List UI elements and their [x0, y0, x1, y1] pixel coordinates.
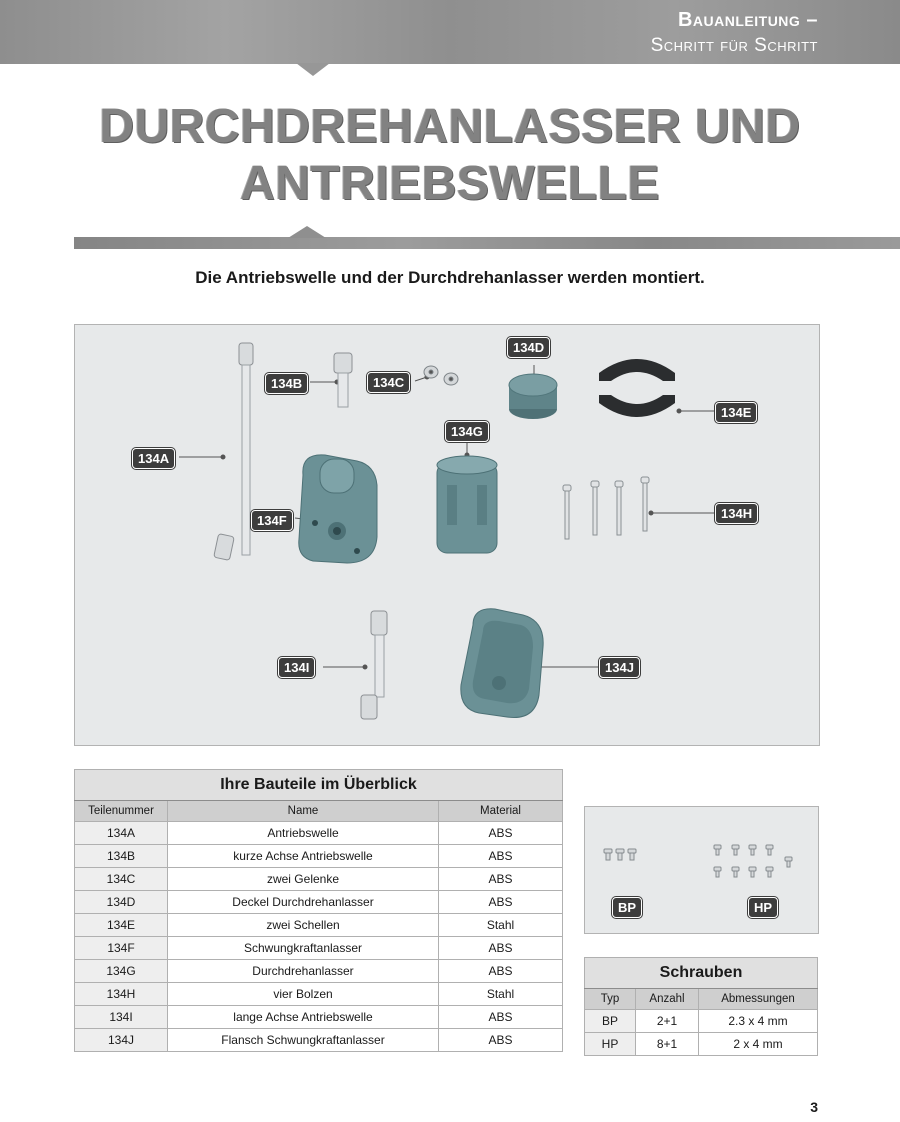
cell-dimensions: 2.3 x 4 mm — [699, 1010, 818, 1033]
part-134c-joints — [424, 366, 458, 385]
cell-name: zwei Schellen — [168, 914, 439, 937]
cell-part-number: 134B — [75, 845, 168, 868]
cell-name: Durchdrehanlasser — [168, 960, 439, 983]
column-header-material: Material — [439, 801, 563, 822]
column-header-count: Anzahl — [636, 989, 699, 1010]
parts-table-caption: Ihre Bauteile im Überblick — [75, 770, 563, 801]
label-134e: 134E — [715, 402, 757, 423]
cell-dimensions: 2 x 4 mm — [699, 1033, 818, 1056]
cell-count: 2+1 — [636, 1010, 699, 1033]
cell-part-number: 134E — [75, 914, 168, 937]
parts-illustration — [75, 325, 819, 745]
section-title-line1: Bauanleitung – — [677, 9, 818, 31]
column-header-dimensions: Abmessungen — [699, 989, 818, 1010]
section-title-line2: Schritt für Schritt — [650, 35, 818, 56]
column-header-type: Typ — [585, 989, 636, 1010]
table-row — [75, 960, 563, 983]
part-134f-starter — [299, 455, 377, 563]
part-134j-flange — [461, 609, 543, 718]
table-row — [75, 914, 563, 937]
part-134g-drum — [437, 456, 497, 553]
cell-material: ABS — [439, 1006, 563, 1029]
cell-part-number: 134J — [75, 1029, 168, 1052]
column-header-part-number: Teilenummer — [75, 801, 168, 822]
screws-table-caption: Schrauben — [585, 958, 818, 989]
parts-photo-panel — [74, 324, 820, 746]
cell-material: ABS — [439, 960, 563, 983]
cell-part-number: 134F — [75, 937, 168, 960]
part-134e-clamps — [599, 359, 675, 417]
cell-name: zwei Gelenke — [168, 868, 439, 891]
cell-part-number: 134H — [75, 983, 168, 1006]
table-row — [75, 937, 563, 960]
bp-screws — [604, 849, 636, 860]
step-description: Die Antriebswelle und der Durchdrehanlasser werden montiert. — [195, 268, 705, 287]
page-title-line1: DURCHDREHANLASSER UND — [99, 100, 801, 153]
label-134i: 134I — [278, 657, 315, 678]
cell-material: ABS — [439, 845, 563, 868]
parts-table — [74, 769, 563, 1052]
cell-type: HP — [585, 1033, 636, 1056]
table-row — [75, 1029, 563, 1052]
part-134h-bolts — [563, 477, 649, 539]
cell-name: lange Achse Antriebswelle — [168, 1006, 439, 1029]
table-row — [585, 1010, 818, 1033]
cell-name: Schwungkraftanlasser — [168, 937, 439, 960]
part-134a-shaft — [214, 343, 253, 560]
cell-material: ABS — [439, 868, 563, 891]
page-number: 3 — [810, 1099, 818, 1115]
cell-part-number: 134G — [75, 960, 168, 983]
cell-name: kurze Achse Antriebswelle — [168, 845, 439, 868]
screws-table — [584, 957, 818, 1056]
table-row — [75, 1006, 563, 1029]
part-134d-cap — [509, 374, 557, 419]
column-header-name: Name — [168, 801, 439, 822]
screws-photo-panel — [584, 806, 819, 934]
cell-count: 8+1 — [636, 1033, 699, 1056]
cell-name: Antriebswelle — [168, 822, 439, 845]
table-row — [75, 983, 563, 1006]
cell-material: ABS — [439, 822, 563, 845]
cell-name: Deckel Durchdrehanlasser — [168, 891, 439, 914]
cell-material: Stahl — [439, 914, 563, 937]
section-title — [651, 8, 818, 58]
header-notch — [296, 63, 330, 76]
table-row — [75, 868, 563, 891]
title-divider — [74, 237, 900, 249]
table-row — [585, 1033, 818, 1056]
table-row — [75, 822, 563, 845]
label-hp: HP — [748, 897, 778, 918]
label-134a: 134A — [132, 448, 175, 469]
cell-material: ABS — [439, 1029, 563, 1052]
label-134b: 134B — [265, 373, 308, 394]
table-row — [75, 845, 563, 868]
label-bp: BP — [612, 897, 642, 918]
label-134d: 134D — [507, 337, 550, 358]
cell-name: vier Bolzen — [168, 983, 439, 1006]
label-134j: 134J — [599, 657, 640, 678]
cell-type: BP — [585, 1010, 636, 1033]
cell-part-number: 134A — [75, 822, 168, 845]
page-title-line2: ANTRIEBSWELLE — [240, 157, 660, 210]
cell-material: ABS — [439, 937, 563, 960]
table-row — [75, 891, 563, 914]
hp-screws — [714, 845, 792, 877]
label-134h: 134H — [715, 503, 758, 524]
label-134f: 134F — [251, 510, 293, 531]
label-134g: 134G — [445, 421, 489, 442]
label-134c: 134C — [367, 372, 410, 393]
cell-part-number: 134I — [75, 1006, 168, 1029]
cell-material: Stahl — [439, 983, 563, 1006]
divider-notch — [288, 226, 326, 238]
cell-part-number: 134C — [75, 868, 168, 891]
cell-part-number: 134D — [75, 891, 168, 914]
page-title — [0, 98, 900, 212]
cell-name: Flansch Schwungkraftanlasser — [168, 1029, 439, 1052]
cell-material: ABS — [439, 891, 563, 914]
